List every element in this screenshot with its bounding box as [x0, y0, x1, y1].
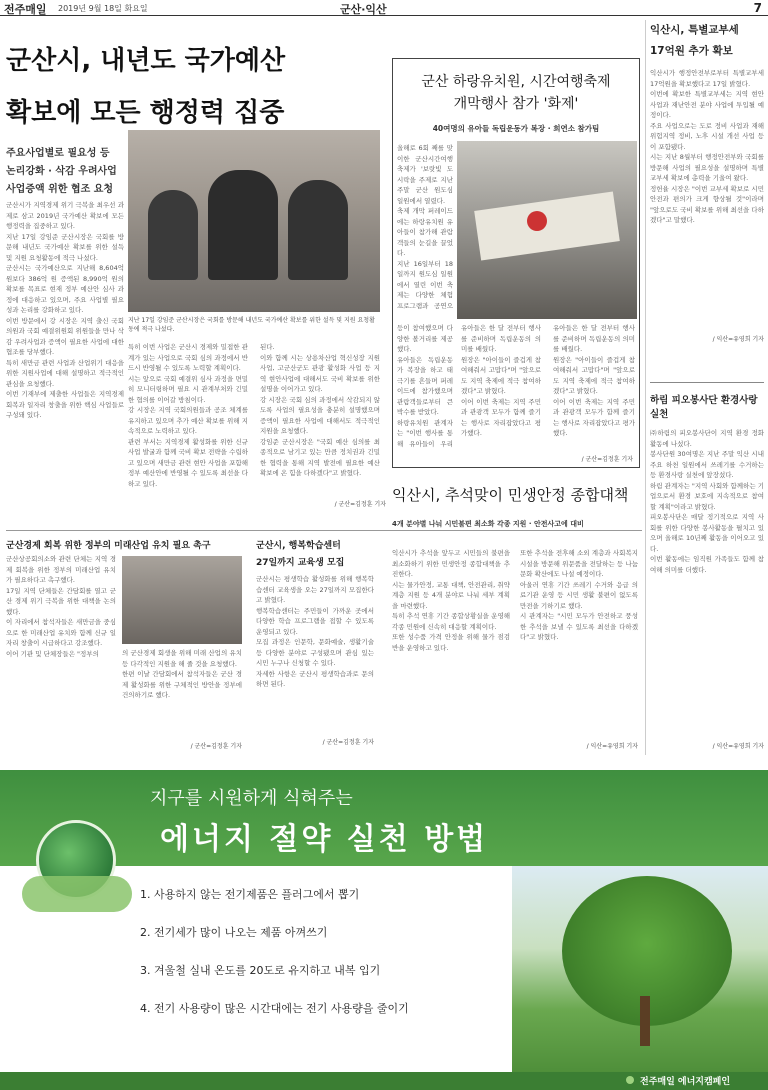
byline: / 군산=김정훈 기자	[322, 739, 374, 746]
page-header	[0, 0, 768, 16]
headline: 익산시, 추석맞이 민생안정 종합대책	[392, 486, 629, 504]
subhead-2: 논리강화 · 삭감 우려사업	[6, 166, 117, 177]
byline: / 익산=유영희 기자	[586, 743, 638, 750]
article-column-1: 군산시가 지역경제 위기 극복을 최우선 과제로 삼고 2019년 국가예산 확보에 모든 행정력을 집중하고 있다. 지난 17일 강임준 군산시장은 국회를 방문해 내년도 국가예산 확보를 위한 설득 및 지원 요청활동에 적극 나섰다. 군산시는 국가예산으로 지난해 8,604억 원보다 386억 원 증액된 8,990억 원의 확보를 목표로 현재 정부 예산안 심사 과정에 대응하고 있으며, 주요 사업별 필요성과 논리를 강화하고 있다. 이번 방문에서 강 시장은 지역 출신 국회의원과 국회 예결위원회 위원들을 만나 삭감 우려사업과 증액이 필요한 사업에 대한 협조를 당부했다. 특히 새만금 관련 사업과 산업위기 대응을 위한 지원사업에 대해 설명하고 적극적인 관심을 요청했다. 이번 기재부에 제출한 사업들은 지역경제 회복과 일자리 창출을 위한 핵심 사업들로 구성돼 있다.	[6, 201, 124, 419]
headline-2: 개막행사 참가 '화제'	[453, 96, 579, 112]
subhead: 40여명의 유아들 독립운동가 복장 · 희연소 참가팀	[432, 124, 600, 133]
headline-line-1: 군산시, 내년도 국가예산	[6, 46, 286, 76]
ad-footer-label: 전주매일 에너지캠페인	[640, 1077, 731, 1087]
subhead-1: 주요사업별로 필요성 등	[6, 148, 110, 159]
ad-headline-1: 지구를 시원하게 식혀주는	[150, 788, 353, 809]
photo-meeting	[128, 130, 380, 312]
article-column-3: 된다. 이와 함께 시는 상용차산업 혁신성장 지원사업, 고군산군도 관광 활성화 사업 등 지역 현안사업에 대해서도 국비 확보를 위한 설명을 이어가고 있다. 강 시장은 국회 심의 과정에서 삭감되지 않도록 사업의 필요성을 충분히 설명했으며 증액이 필요한 사업에 대해서도 적극적인 지원을 요청했다. 강임준 군산시장은 "국회 예산 심의를 최종적으로 남기고 있는 만큼 정치권과 긴밀한 협력을 통해 지역 발전에 필요한 예산 확보에 온 힘을 다하겠다"고 밝혔다.	[260, 343, 380, 477]
article-column-4: 유아들은 한 달 전부터 행사를 준비하며 독립운동의 의미를 배웠다. 원장은 "아이들이 즐겁게 참여해줘서 고맙다"며 "앞으로도 지역 축제에 적극 참여하겠다"고 밝혔다. 이어 이번 축제는 지역 주민과 관광객 모두가 함께 즐기는 행사로 자리잡았다고 평가했다.	[553, 324, 635, 437]
tree-landscape-image	[512, 866, 768, 1072]
byline: / 익산=유영희 기자	[712, 336, 764, 343]
headline-1: 익산시, 특별교부세	[650, 24, 739, 36]
photo-parade	[457, 141, 637, 319]
byline: / 익산=유영희 기자	[712, 743, 764, 750]
article-kindergarten	[392, 58, 640, 468]
headline: 하림 피오봉사단 환경사랑 실천	[650, 395, 758, 420]
article-column-2: 특히 이번 사업은 군산시 경제와 밀접한 관계가 있는 사업으로 국회 심의 과정에서 반드시 반영될 수 있도록 노력할 계획이다. 시는 앞으로 국회 예결위 심사 과정을 면밀히 모니터링하며 필요 시 관계부처와 긴밀한 협의를 이어갈 방침이다. 강 시장은 지역 국회의원들과 공조 체계를 유지하고 있으며 추가 예산 확보를 위해 지속적으로 노력하고 있다. 관련 부서는 지역경제 활성화를 위한 신규 사업 발굴과 함께 국비 확보 전략을 수립하고 있으며 새만금 관련 현안 사업을 포함해 정부 예산안에 반영될 수 있도록 최선을 다하고 있다.	[128, 343, 248, 488]
headline-1: 군산시, 행복학습센터	[256, 541, 341, 551]
tip-item: 3. 겨울철 실내 온도를 20도로 유지하고 내복 입기	[140, 964, 381, 977]
headline-1: 군산 하랑유치원, 시간여행축제	[421, 74, 611, 90]
article-column-2: 또한 추석을 전후해 소외 계층과 사회복지시설을 방문해 위문품을 전달하는 등 나눔 문화 확산에도 나설 예정이다. 아울러 연휴 기간 쓰레기 수거와 응급 의료기관 운영 등 시민 생활 불편이 없도록 만전을 기하기로 했다. 시 관계자는 "시민 모두가 안전하고 풍성한 추석을 보낼 수 있도록 최선을 다하겠다"고 밝혔다.	[520, 549, 638, 641]
issue-date: 2019년 9월 18일 화요일	[58, 4, 148, 13]
subhead: 4개 분야별 나눠 시민불편 최소화 각종 지원 · 안전사고에 대비	[392, 520, 584, 528]
article-harim-volunteer	[650, 392, 764, 762]
article-gunsan-budget	[6, 40, 386, 520]
page-number: 7	[753, 1, 762, 15]
globe-hands-illustration	[22, 806, 132, 916]
ad-headline-2: 에너지 절약 실천 방법	[160, 822, 489, 857]
tip-item: 1. 사용하지 않는 전기제품은 플러그에서 뽑기	[140, 888, 360, 901]
article-iksan-grant	[650, 22, 764, 372]
article-column-1: 익산시가 추석을 앞두고 시민들의 불편을 최소화하기 위한 민생안정 종합대책을 추진한다. 시는 물가안정, 교통 대책, 안전관리, 취약계층 지원 등 4개 분야로 나눠 세부 계획을 마련했다. 특히 추석 연휴 기간 종합상황실을 운영해 각종 민원에 신속히 대응할 계획이다. 또한 성수품 가격 안정을 위해 물가 점검반을 운영하고 있다.	[392, 549, 510, 652]
leaf-icon	[626, 1076, 634, 1084]
article-learning-center	[256, 538, 374, 756]
headline-line-2: 확보에 모든 행정력 집중	[6, 98, 285, 128]
article-column-1: 올해로 6회 째를 맞이한 군산시간여행축제가 '보랏빛 도시락을 주제로 지난 주말 군산 원도심 일원에서 열렸다. 축제 개막 퍼레이드에는 하랑유치원 유아들이 참가해 관람객들의 눈길을 끌었다. 지난 16일부터 18일까지 원도심 일원에서 열린 이번 축제는 다양한 체험 프로그램과 공연으	[397, 144, 453, 310]
tip-item: 2. 전기세가 많이 나오는 제품 아껴쓰기	[140, 926, 328, 939]
headline-2: 17억원 추가 확보	[650, 45, 733, 57]
article-column-2: 의 군산경제 회생을 위해 미래 산업의 유치 등 다각적인 지원을 해 줄 것을 요청했다. 한편 이날 간담회에서 참석자들은 군산 경제 활성화를 위한 구체적인 방안을 정부에 건의하기로 했다.	[122, 649, 242, 699]
ad-footer-bar	[0, 1072, 768, 1090]
headline-2: 27일까지 교육생 모집	[256, 558, 345, 568]
article-text: ㈜하림의 피오봉사단이 지역 환경 정화 활동에 나섰다. 봉사단원 30여명은 지난 주말 익산 시내 주요 하천 일원에서 쓰레기를 수거하는 등 환경사랑 실천에 앞장섰다. 하림 관계자는 "지역 사회와 함께하는 기업으로서 환경 보호에 지속적으로 참여할 계획"이라고 밝혔다. 피오봉사단은 매달 정기적으로 지역 사회를 위한 다양한 봉사활동을 펼치고 있으며 올해로 10년째 활동을 이어오고 있다. 이번 활동에는 임직원 가족들도 함께 참여해 의미를 더했다.	[650, 429, 764, 574]
article-text: 익산시가 행정안전부로부터 특별교부세 17억원을 확보했다고 17일 밝혔다. 이번에 확보한 특별교부세는 지역 현안 사업과 재난안전 분야 사업에 투입될 예정이다. 주요 사업으로는 도로 정비 사업과 재해위험지역 정비, 노후 시설 개선 사업 등이 포함됐다. 시는 지난 8월부터 행정안전부와 국회를 방문해 사업의 필요성을 설명하며 특별교부세 확보에 총력을 기울여 왔다. 정헌율 시장은 "이번 교부세 확보로 시민 안전과 편의가 크게 향상될 것"이라며 "앞으로도 국비 확보를 위해 최선을 다하겠다"고 말했다.	[650, 69, 764, 224]
photo-group	[122, 556, 242, 644]
brand-name: 전주매일	[4, 3, 47, 16]
article-column-2: 등이 참여했으며 다양한 볼거리를 제공했다. 유아들은 독립운동가 복장을 하고 태극기를 흔들며 퍼레이드에 참가했으며 관람객들로부터 큰 박수를 받았다. 하랑유치원 관계자는 "이번 행사를 통해 유아들이 우리	[397, 324, 453, 448]
article-column-3: 유아들은 한 달 전부터 행사를 준비하며 독립운동의 의미를 배웠다. 원장은 "아이들이 즐겁게 참여해줘서 고맙다"며 "앞으로도 지역 축제에 적극 참여하겠다"고 밝혔다. 이어 이번 축제는 지역 주민과 관광객 모두가 함께 즐기는 행사로 자리잡았다고 평가했다.	[461, 324, 541, 437]
photo-caption: 지난 17일 강임준 군산시장은 국회를 방문해 내년도 국가예산 확보를 위한 설득 및 지원 요청활동에 적극 나섰다.	[128, 317, 375, 333]
section-title: 군산·익산	[340, 3, 387, 16]
article-column-1: 군산상공회의소와 관련 단체는 지역 경제 회복을 위한 정부의 미래산업 유치가 필요하다고 촉구했다. 17일 지역 단체들은 간담회를 열고 군산 경제 위기 극복을 위한 대책을 논의했다. 이 자리에서 참석자들은 새만금을 중심으로 한 미래산업 유치와 함께 신규 일자리 창출이 시급하다고 강조했다. 이어 기관 및 단체장들은 "정부의	[6, 555, 116, 658]
article-gunsan-economy	[6, 538, 246, 756]
byline: / 군산=김정훈 기자	[334, 501, 386, 508]
byline: / 군산=김정훈 기자	[190, 743, 242, 750]
headline: 군산경제 회복 위한 정부의 미래산업 유치 필요 촉구	[6, 541, 211, 551]
energy-campaign-ad	[0, 770, 768, 1090]
tip-item: 4. 전기 사용량이 많은 시간대에는 전기 사용량을 줄이기	[140, 1002, 409, 1015]
byline: / 군산=김정훈 기자	[581, 456, 633, 463]
energy-tips-list	[140, 886, 540, 1038]
subhead-3: 사업증액 위한 협조 요청	[6, 184, 114, 195]
article-chuseok-plan	[392, 484, 642, 756]
article-text: 군산시는 평생학습 활성화를 위해 행복학습센터 교육생을 오는 27일까지 모집한다고 밝혔다. 행복학습센터는 주민들이 가까운 곳에서 다양한 학습 프로그램을 접할 수 있도록 운영되고 있다. 모집 과정은 인문학, 문화예술, 생활기술 등 다양한 분야로 구성됐으며 관심 있는 시민 누구나 신청할 수 있다. 자세한 사항은 군산시 평생학습과로 문의하면 된다.	[256, 575, 374, 688]
